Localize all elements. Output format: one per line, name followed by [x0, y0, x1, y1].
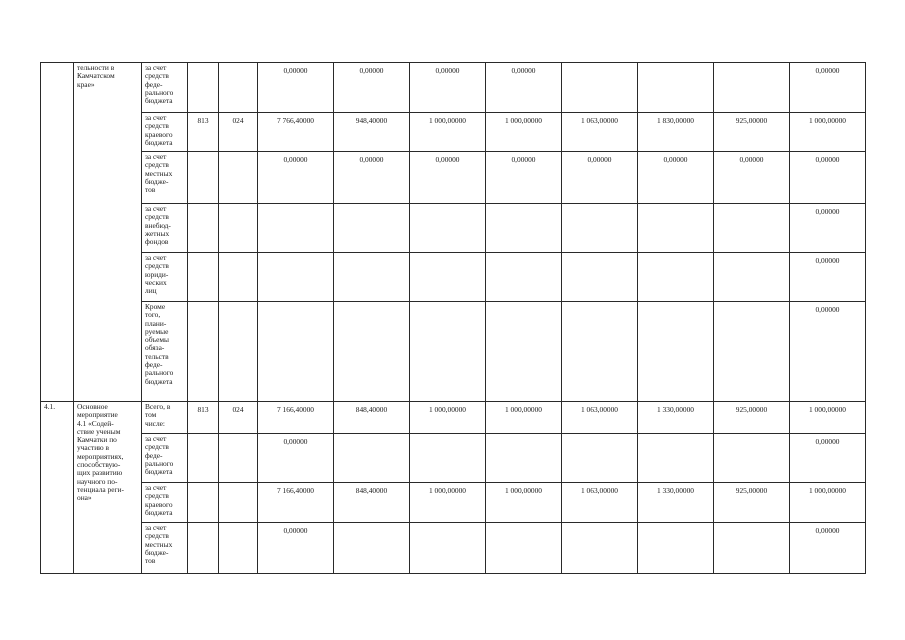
amount-cell — [638, 204, 714, 253]
amount-cell — [714, 483, 790, 523]
amount-value: 948,40000 — [355, 116, 388, 125]
amount-value — [641, 205, 710, 208]
amount-cell — [410, 434, 486, 483]
amount-value: 7 166,40000 — [277, 405, 314, 414]
amount-value — [565, 64, 634, 67]
program-code — [222, 524, 254, 527]
funding-source-line: юриди- — [145, 269, 169, 279]
grbs-code — [191, 435, 215, 438]
grbs-code — [191, 153, 215, 156]
amount-cell — [486, 483, 562, 523]
amount-value — [641, 303, 710, 306]
funding-source-line: бюджета — [145, 467, 173, 477]
funding-source-cell — [142, 434, 188, 483]
funding-source-cell — [142, 63, 188, 113]
table-row — [41, 302, 866, 402]
funding-source-line: за счет — [145, 434, 167, 443]
amount-cell — [562, 152, 638, 204]
amount-value — [413, 254, 482, 257]
amount-value — [717, 64, 786, 67]
amount-cell — [334, 483, 410, 523]
amount-cell — [790, 204, 866, 253]
amount-cell — [486, 402, 562, 434]
amount-cell — [562, 204, 638, 253]
funding-source-line: средств — [145, 212, 169, 222]
amount-cell — [714, 253, 790, 302]
amount-value: 0,00000 — [815, 155, 840, 164]
amount-cell — [562, 483, 638, 523]
funding-source-line: средств — [145, 491, 169, 501]
table-row — [41, 152, 866, 204]
amount-cell — [486, 302, 562, 402]
funding-source-line: рального — [145, 458, 174, 468]
grbs-code-cell — [188, 523, 219, 574]
amount-cell — [334, 523, 410, 574]
funding-source-line: за счет — [145, 483, 167, 492]
amount-cell — [790, 113, 866, 152]
amount-value: 0,00000 — [283, 155, 308, 164]
amount-cell — [258, 63, 334, 113]
funding-source-line: бюдже- — [145, 547, 169, 557]
program-code: 024 — [232, 405, 244, 414]
amount-value: 1 063,00000 — [581, 486, 618, 495]
funding-source-line: за счет — [145, 523, 167, 532]
amount-cell — [258, 113, 334, 152]
funding-source-cell — [142, 302, 188, 402]
funding-source-line: тов — [145, 556, 156, 566]
amount-value: 0,00000 — [511, 66, 536, 75]
program-name-line: Камчатки по — [77, 435, 117, 445]
amount-value: 0,00000 — [815, 437, 840, 446]
program-code — [222, 484, 254, 487]
amount-value: 0,00000 — [435, 66, 460, 75]
amount-value — [565, 524, 634, 527]
amount-value — [337, 303, 406, 306]
funding-source-cell — [142, 523, 188, 574]
amount-value: 0,00000 — [283, 526, 308, 535]
amount-cell — [638, 63, 714, 113]
amount-value — [489, 435, 558, 438]
program-code — [222, 205, 254, 208]
funding-source-line: рального — [145, 368, 174, 378]
amount-value — [489, 303, 558, 306]
program-name-line: тельности в — [77, 63, 115, 72]
grbs-code-cell — [188, 63, 219, 113]
amount-value: 0,00000 — [815, 526, 840, 535]
amount-cell — [486, 204, 562, 253]
funding-source-line: краевого — [145, 129, 173, 139]
amount-value: 1 000,00000 — [809, 116, 846, 125]
amount-value — [337, 524, 406, 527]
amount-cell — [790, 483, 866, 523]
program-name-line: мероприятие — [77, 410, 118, 420]
amount-value: 848,40000 — [355, 486, 388, 495]
amount-value: 848,40000 — [355, 405, 388, 414]
amount-value — [565, 254, 634, 257]
funding-source-line: плани- — [145, 318, 167, 328]
amount-cell — [410, 483, 486, 523]
program-name-line: Основное — [77, 402, 108, 411]
grbs-code — [191, 303, 215, 306]
program-code-cell — [219, 483, 258, 523]
amount-cell — [410, 253, 486, 302]
amount-value — [413, 303, 482, 306]
amount-value: 0,00000 — [815, 305, 840, 314]
grbs-code — [191, 254, 215, 257]
funding-source-line: обяза- — [145, 343, 165, 353]
amount-cell — [638, 152, 714, 204]
program-name-line: 4.1 «Содей- — [77, 418, 114, 428]
amount-value — [641, 64, 710, 67]
amount-cell — [486, 152, 562, 204]
amount-value: 1 000,00000 — [505, 405, 542, 414]
funding-source-line: феде- — [145, 450, 163, 460]
amount-cell — [334, 402, 410, 434]
program-code-cell — [219, 402, 258, 434]
budget-table — [40, 62, 866, 574]
amount-value: 1 063,00000 — [581, 405, 618, 414]
program-code — [222, 64, 254, 67]
amount-value: 0,00000 — [511, 155, 536, 164]
amount-cell — [714, 302, 790, 402]
amount-cell — [258, 204, 334, 253]
amount-cell — [790, 434, 866, 483]
amount-value: 1 330,00000 — [657, 486, 694, 495]
funding-source-line: средств — [145, 442, 169, 452]
amount-cell — [410, 113, 486, 152]
funding-source-line: феде- — [145, 79, 163, 89]
amount-cell — [790, 302, 866, 402]
program-name-cell — [74, 402, 142, 574]
amount-value: 1 000,00000 — [505, 486, 542, 495]
amount-value — [261, 303, 330, 306]
amount-cell — [790, 152, 866, 204]
grbs-code-cell — [188, 253, 219, 302]
amount-cell — [638, 253, 714, 302]
grbs-code — [191, 524, 215, 527]
program-code-cell — [219, 253, 258, 302]
grbs-code: 813 — [197, 116, 209, 125]
funding-source-line: за счет — [145, 253, 167, 262]
funding-source-line: ческих — [145, 277, 167, 287]
funding-source-line: бюджета — [145, 96, 173, 106]
amount-value: 925,00000 — [735, 486, 768, 495]
amount-cell — [334, 152, 410, 204]
funding-source-line: средств — [145, 261, 169, 271]
amount-cell — [258, 253, 334, 302]
funding-source-line: средств — [145, 71, 169, 81]
amount-value: 1 000,00000 — [505, 116, 542, 125]
grbs-code: 813 — [197, 405, 209, 414]
program-code — [222, 435, 254, 438]
amount-cell — [258, 152, 334, 204]
amount-cell — [410, 302, 486, 402]
amount-value: 1 000,00000 — [429, 405, 466, 414]
amount-cell — [714, 434, 790, 483]
funding-source-line: средств — [145, 160, 169, 170]
amount-cell — [258, 483, 334, 523]
program-name-line: участию в — [77, 443, 110, 453]
funding-source-cell — [142, 113, 188, 152]
amount-value — [717, 303, 786, 306]
row-number-cell — [41, 63, 74, 402]
program-code — [222, 153, 254, 156]
funding-source-line: тов — [145, 185, 156, 195]
amount-cell — [334, 434, 410, 483]
amount-cell — [258, 402, 334, 434]
amount-cell — [638, 483, 714, 523]
amount-value: 0,00000 — [435, 155, 460, 164]
amount-cell — [638, 402, 714, 434]
grbs-code — [191, 64, 215, 67]
program-name-line: ствие ученым — [77, 426, 121, 436]
row-number: 4.1. — [44, 402, 56, 411]
program-code-cell — [219, 434, 258, 483]
funding-source-cell — [142, 483, 188, 523]
amount-cell — [258, 434, 334, 483]
amount-cell — [486, 523, 562, 574]
amount-value: 7 766,40000 — [277, 116, 314, 125]
funding-source-line: числе: — [145, 418, 165, 428]
amount-value — [489, 205, 558, 208]
amount-cell — [562, 63, 638, 113]
amount-cell — [410, 152, 486, 204]
program-name-cell — [74, 63, 142, 402]
amount-cell — [638, 302, 714, 402]
amount-value: 1 000,00000 — [809, 405, 846, 414]
amount-value — [337, 254, 406, 257]
funding-source-line: за счет — [145, 204, 167, 213]
amount-value: 7 166,40000 — [277, 486, 314, 495]
table-row — [41, 253, 866, 302]
grbs-code-cell — [188, 302, 219, 402]
program-name-line: способствую- — [77, 460, 121, 470]
program-code-cell — [219, 302, 258, 402]
amount-value — [641, 254, 710, 257]
program-name-line: крае» — [77, 79, 95, 89]
amount-value: 0,00000 — [283, 66, 308, 75]
program-code-cell — [219, 204, 258, 253]
amount-value: 1 000,00000 — [429, 486, 466, 495]
funding-source-line: бюджета — [145, 507, 173, 517]
amount-cell — [410, 63, 486, 113]
amount-cell — [410, 402, 486, 434]
program-code — [222, 303, 254, 306]
amount-cell — [334, 302, 410, 402]
funding-source-line: том — [145, 410, 157, 420]
amount-value: 0,00000 — [815, 66, 840, 75]
program-name-line: щих развитию — [77, 468, 123, 478]
funding-source-line: бюдже- — [145, 176, 169, 186]
funding-source-cell — [142, 152, 188, 204]
amount-value — [489, 254, 558, 257]
funding-source-line: местных — [145, 168, 173, 178]
amount-value: 0,00000 — [283, 437, 308, 446]
amount-value: 1 330,00000 — [657, 405, 694, 414]
grbs-code-cell — [188, 434, 219, 483]
amount-value — [717, 435, 786, 438]
funding-source-line: внебюд- — [145, 220, 171, 230]
program-code-cell — [219, 63, 258, 113]
grbs-code-cell — [188, 204, 219, 253]
amount-cell — [638, 523, 714, 574]
amount-cell — [714, 152, 790, 204]
amount-cell — [714, 204, 790, 253]
amount-cell — [334, 204, 410, 253]
funding-source-line: тельств — [145, 351, 169, 361]
program-code-cell — [219, 113, 258, 152]
grbs-code — [191, 484, 215, 487]
amount-cell — [790, 253, 866, 302]
amount-cell — [714, 113, 790, 152]
funding-source-line: средств — [145, 121, 169, 131]
funding-source-cell — [142, 253, 188, 302]
amount-cell — [410, 523, 486, 574]
amount-value: 925,00000 — [735, 405, 768, 414]
amount-value — [641, 524, 710, 527]
funding-source-line: бюджета — [145, 137, 173, 147]
amount-cell — [486, 63, 562, 113]
amount-value — [565, 303, 634, 306]
amount-cell — [714, 402, 790, 434]
program-name-line: тенциала реги- — [77, 484, 124, 494]
amount-value — [261, 254, 330, 257]
amount-value — [413, 205, 482, 208]
grbs-code-cell — [188, 483, 219, 523]
funding-source-line: объемы — [145, 335, 170, 345]
amount-cell — [486, 434, 562, 483]
amount-cell — [790, 523, 866, 574]
amount-cell — [790, 63, 866, 113]
amount-value — [717, 254, 786, 257]
amount-value — [717, 205, 786, 208]
amount-cell — [334, 63, 410, 113]
amount-value — [641, 435, 710, 438]
program-code: 024 — [232, 116, 244, 125]
amount-value: 0,00000 — [359, 155, 384, 164]
table-row — [41, 483, 866, 523]
amount-value: 0,00000 — [815, 256, 840, 265]
amount-value — [565, 205, 634, 208]
amount-value: 0,00000 — [663, 155, 688, 164]
row-number-cell — [41, 402, 74, 574]
grbs-code — [191, 205, 215, 208]
funding-source-line: Кроме — [145, 302, 166, 311]
amount-value — [717, 524, 786, 527]
table-row — [41, 204, 866, 253]
program-name-line: Камчатском — [77, 71, 115, 81]
amount-value: 1 000,00000 — [429, 116, 466, 125]
amount-cell — [258, 302, 334, 402]
grbs-code-cell — [188, 152, 219, 204]
funding-source-cell — [142, 204, 188, 253]
program-name-line: научного по- — [77, 476, 118, 486]
amount-value — [261, 205, 330, 208]
amount-cell — [562, 434, 638, 483]
funding-source-line: того, — [145, 310, 161, 320]
amount-cell — [714, 63, 790, 113]
amount-value — [565, 435, 634, 438]
amount-value — [337, 205, 406, 208]
amount-cell — [562, 402, 638, 434]
amount-cell — [410, 204, 486, 253]
amount-value: 0,00000 — [587, 155, 612, 164]
amount-cell — [334, 113, 410, 152]
table-row — [41, 523, 866, 574]
funding-source-line: феде- — [145, 360, 163, 370]
funding-source-line: жетных — [145, 228, 170, 238]
table-row — [41, 402, 866, 434]
amount-cell — [486, 253, 562, 302]
program-code-cell — [219, 152, 258, 204]
program-code — [222, 254, 254, 257]
funding-source-line: краевого — [145, 499, 173, 509]
funding-source-line: за счет — [145, 113, 167, 122]
funding-source-line: за счет — [145, 152, 167, 161]
amount-value: 925,00000 — [735, 116, 768, 125]
amount-cell — [562, 113, 638, 152]
amount-value — [413, 524, 482, 527]
amount-cell — [562, 523, 638, 574]
amount-value: 1 000,00000 — [809, 486, 846, 495]
amount-value: 1 830,00000 — [657, 116, 694, 125]
grbs-code-cell — [188, 402, 219, 434]
amount-value — [337, 435, 406, 438]
funding-source-line: бюджета — [145, 376, 173, 386]
funding-source-line: руемые — [145, 326, 169, 336]
funding-source-line: местных — [145, 539, 173, 549]
funding-source-line: за счет — [145, 63, 167, 72]
amount-cell — [562, 302, 638, 402]
amount-cell — [486, 113, 562, 152]
amount-cell — [562, 253, 638, 302]
program-name-line: она» — [77, 493, 92, 503]
amount-cell — [790, 402, 866, 434]
amount-cell — [638, 434, 714, 483]
amount-value: 0,00000 — [359, 66, 384, 75]
amount-cell — [258, 523, 334, 574]
amount-value — [489, 524, 558, 527]
funding-source-line: средств — [145, 531, 169, 541]
amount-value — [413, 435, 482, 438]
funding-source-line: лиц — [145, 286, 157, 296]
program-name-line: мероприятиях, — [77, 451, 124, 461]
table-row — [41, 113, 866, 152]
amount-cell — [714, 523, 790, 574]
amount-cell — [638, 113, 714, 152]
program-code-cell — [219, 523, 258, 574]
funding-source-line: Всего, в — [145, 402, 171, 411]
funding-source-cell — [142, 402, 188, 434]
funding-source-line: рального — [145, 87, 174, 97]
funding-source-line: фондов — [145, 237, 169, 247]
amount-value: 0,00000 — [739, 155, 764, 164]
amount-value: 1 063,00000 — [581, 116, 618, 125]
table-row — [41, 63, 866, 113]
table-row — [41, 434, 866, 483]
amount-cell — [334, 253, 410, 302]
grbs-code-cell — [188, 113, 219, 152]
amount-value: 0,00000 — [815, 207, 840, 216]
